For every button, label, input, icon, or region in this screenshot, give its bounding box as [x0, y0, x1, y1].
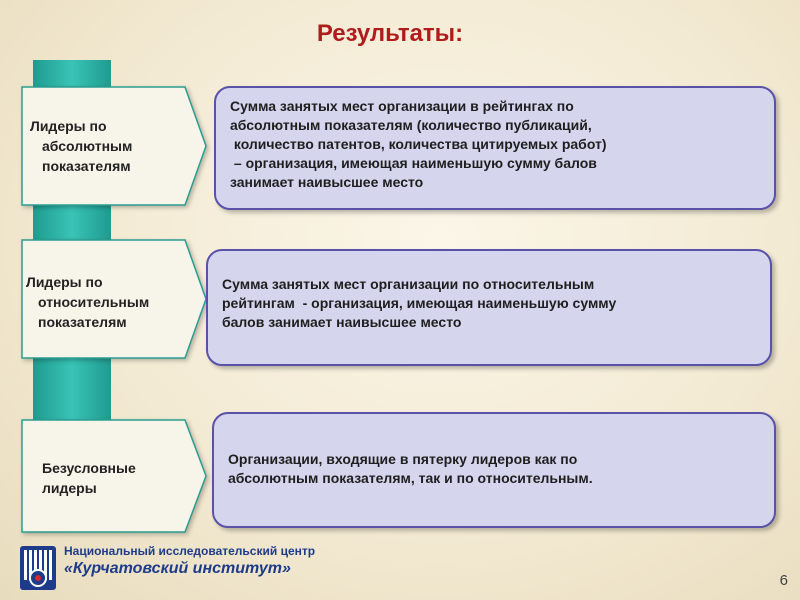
- row-1-desc-line: Сумма занятых мест организации в рейтингах по: [230, 98, 574, 114]
- row-1-label-line: показателям: [42, 158, 131, 174]
- kurchatov-institute-logo-icon: [18, 544, 58, 592]
- org-name-line-1: Национальный исследовательский центр: [64, 544, 316, 558]
- row-2-description-box: [206, 249, 772, 366]
- row-2-desc-line: Сумма занятых мест организации по относительным: [222, 276, 595, 292]
- row-2-label-line: относительным: [38, 294, 150, 310]
- row-1-label: [30, 116, 132, 176]
- row-2-label: [26, 272, 149, 332]
- row-1-label-line: Лидеры по: [30, 118, 107, 134]
- row-3-label-line: лидеры: [42, 480, 97, 496]
- row-3-desc-line: абсолютным показателям, так и по относительным.: [228, 470, 593, 486]
- row-2-desc-line: рейтингам - организация, имеющая наименьшую сумму: [222, 295, 617, 311]
- row-2-desc-line: балов занимает наивысшее место: [222, 314, 462, 330]
- row-1-desc-line: занимает наивысшее место: [230, 174, 424, 190]
- row-2-label-line: Лидеры по: [26, 274, 103, 290]
- row-1-description-box: [214, 86, 776, 210]
- row-1-desc-line: количество патентов, количества цитируемых работ): [230, 136, 607, 152]
- row-1-desc-line: – организация, имеющая наименьшую сумму балов: [230, 155, 597, 171]
- row-1-label-line: абсолютным: [42, 138, 133, 154]
- row-2-label-line: показателям: [38, 314, 127, 330]
- row-3-description-box: [212, 412, 776, 528]
- slide-title: Результаты:: [316, 20, 464, 47]
- row-3-label: [42, 458, 136, 498]
- page-number: 6: [779, 572, 788, 589]
- org-name-line-2: «Курчатовский институт»: [64, 560, 291, 577]
- row-3-label-line: Безусловные: [42, 460, 136, 476]
- row-3-desc-line: Организации, входящие в пятерку лидеров как по: [228, 451, 578, 467]
- row-1-desc-line: абсолютным показателям (количество публикаций,: [230, 117, 592, 133]
